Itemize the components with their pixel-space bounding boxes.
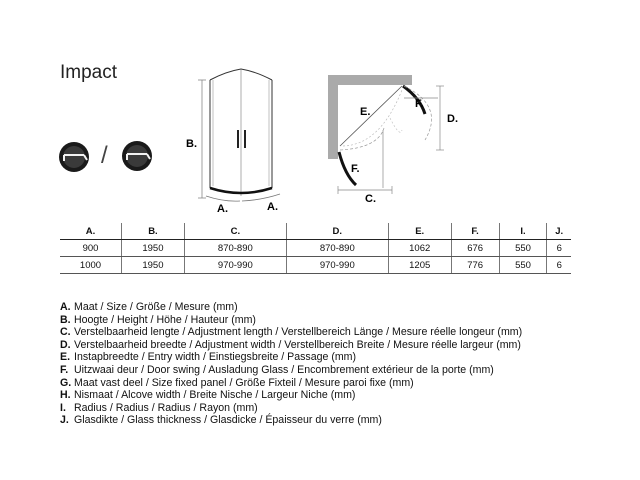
column-header: B. xyxy=(121,223,184,240)
table-cell: 776 xyxy=(451,257,499,274)
legend-item xyxy=(60,314,522,327)
label-width-left: A. xyxy=(217,203,228,215)
table-cell: 6 xyxy=(547,240,571,257)
product-title: Impact xyxy=(60,62,118,83)
column-header: D. xyxy=(286,223,388,240)
legend-key: C. xyxy=(60,326,71,339)
label-door-swing-side: F. xyxy=(351,163,360,175)
table-cell: 676 xyxy=(451,240,499,257)
legend-text: Maat / Size / Größe / Mesure (mm) xyxy=(74,301,238,313)
column-header: C. xyxy=(184,223,286,240)
label-width-right: A. xyxy=(267,201,278,213)
profile-icon-left xyxy=(59,142,89,172)
table-cell: 970-990 xyxy=(286,257,388,274)
legend-item xyxy=(60,389,522,402)
table-cell: 900 xyxy=(60,240,121,257)
top-view xyxy=(328,75,444,194)
legend-text: Instapbreedte / Entry width / Einstiegsbreite / Passage (mm) xyxy=(74,351,357,364)
table-cell: 1000 xyxy=(60,257,121,274)
table-header-row xyxy=(60,223,571,240)
table-cell: 1950 xyxy=(121,257,184,274)
column-header: I. xyxy=(499,223,547,240)
legend-item xyxy=(60,364,522,377)
legend-key: I. xyxy=(60,401,66,414)
column-header: A. xyxy=(60,223,121,240)
legend-key: A. xyxy=(60,301,71,313)
legend-text: Hoogte / Height / Höhe / Hauteur (mm) xyxy=(74,313,256,326)
legend-item xyxy=(60,414,522,427)
legend-item xyxy=(60,351,522,364)
table-cell: 870-890 xyxy=(184,240,286,257)
icon-separator: / xyxy=(101,142,108,169)
legend-item xyxy=(60,377,522,390)
column-header: F. xyxy=(451,223,499,240)
table-cell: 970-990 xyxy=(184,257,286,274)
table-cell: 550 xyxy=(499,257,547,274)
table-cell: 1205 xyxy=(388,257,451,274)
legend-text: Uitzwaai deur / Door swing / Ausladung Glass / Encombrement extérieur de la porte (mm) xyxy=(74,363,494,376)
dimension-legend xyxy=(60,301,522,427)
table-cell: 6 xyxy=(547,257,571,274)
table-cell: 550 xyxy=(499,240,547,257)
label-door-swing-top: F. xyxy=(415,98,424,110)
legend-item xyxy=(60,301,522,314)
legend-key: H. xyxy=(60,389,71,402)
table-cell: 870-890 xyxy=(286,240,388,257)
legend-item xyxy=(60,402,522,415)
column-header: E. xyxy=(388,223,451,240)
legend-key: E. xyxy=(60,351,71,364)
technical-drawings xyxy=(0,0,640,220)
legend-item xyxy=(60,326,522,339)
table-row xyxy=(60,257,571,274)
table-cell: 1950 xyxy=(121,240,184,257)
profile-icon-right xyxy=(122,141,152,171)
legend-text: Verstelbaarheid breedte / Adjustment width / Verstellbereich Breite / Mesure réelle largeur (mm) xyxy=(74,338,521,351)
table-cell: 1062 xyxy=(388,240,451,257)
legend-key: F. xyxy=(60,363,69,376)
label-adjust-length: C. xyxy=(365,193,376,205)
label-adjust-width: D. xyxy=(447,113,458,125)
legend-key: J. xyxy=(60,414,69,427)
column-header: J. xyxy=(547,223,571,240)
legend-key: G. xyxy=(60,376,72,389)
legend-text: Maat vast deel / Size fixed panel / Größe Fixteil / Mesure paroi fixe (mm) xyxy=(74,376,414,389)
label-entry: E. xyxy=(360,106,371,118)
label-height: B. xyxy=(186,138,197,150)
legend-key: D. xyxy=(60,338,71,351)
legend-text: Radius / Radius / Radius / Rayon (mm) xyxy=(74,401,258,414)
table-row xyxy=(60,240,571,257)
legend-text: Nismaat / Alcove width / Breite Nische / Largeur Niche (mm) xyxy=(74,389,356,402)
legend-text: Verstelbaarheid lengte / Adjustment length / Verstellbereich Länge / Mesure réelle longeur (mm) xyxy=(74,326,523,339)
legend-key: B. xyxy=(60,313,71,326)
legend-text: Glasdikte / Glass thickness / Glasdicke / Épaisseur du verre (mm) xyxy=(74,414,382,427)
front-elevation xyxy=(198,69,280,201)
legend-item xyxy=(60,339,522,352)
dimensions-table xyxy=(60,223,571,274)
